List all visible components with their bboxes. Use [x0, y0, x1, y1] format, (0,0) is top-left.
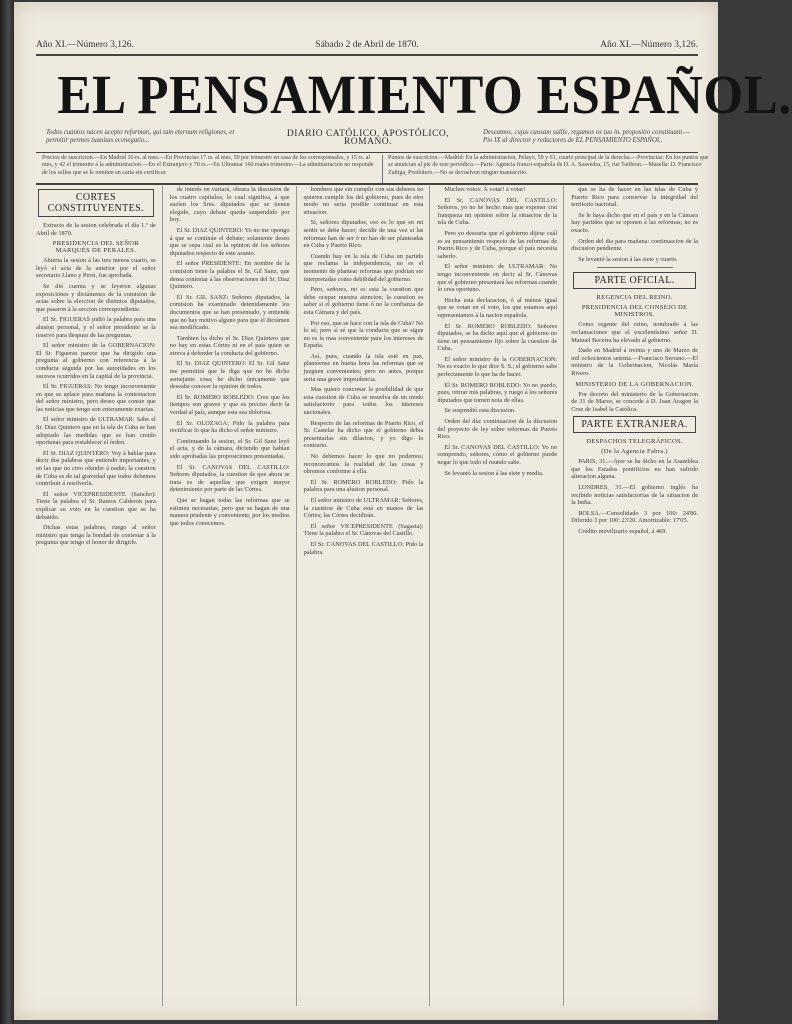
- paragraph: El Sr. ROMERO ROBLEDO: Pido la palabra para una alusion personal.: [303, 478, 424, 494]
- paragraph: El Sr. CANOVAS DEL CASTILLO: Pido la palabra.: [303, 540, 424, 556]
- book-binding: [0, 0, 14, 1024]
- issue-number-right: Año XI.—Número 3,126.: [600, 40, 698, 50]
- paragraph: Pero yo desearia que el gobierno dijese cuál es su pensamiento respecto de las reformas de Puerto Rico y de Cuba, porque el país necesita saberlo.: [437, 229, 558, 260]
- article-columns: [36, 186, 698, 1006]
- paragraph: El señor ministro de ULTRAMAR: Señores, la cuestion de Cuba está en manos de las Córtes; las Córtes decidirán.: [303, 496, 424, 520]
- subscription-prices: Precios de suscricion.—En Madrid 10 rs. al mes.—En Provincias 17 rs. al mes, 50 por trimestre en casa de los corresponsales, y 15 rs. al mes, y 42 el trimestre á la administracion.—En el Extranjero y 70 rs.—En Ultramar 160 reales trimestre.—La administracion no responde de los sellos que se le remiten en carta sin certificar.: [42, 155, 374, 176]
- paragraph: Extracto de la sesion celebrada el día 1.º de Abril de 1870.: [36, 222, 156, 237]
- paragraph: Tambien ha dicho el Sr. Diaz Quintero que no hay en estas Córtes ni en el país quien se atreva á defender la conducta del gobierno.: [169, 334, 290, 357]
- subscription-divider: [382, 155, 383, 183]
- paragraph: Orden del dia: continuacion de la discusion del proyecto de ley sobre reformas de Puerto Rico.: [437, 418, 558, 441]
- paragraph: El señor PRESIDENTE: En nombre de la comision tiene la palabra el Sr. Gil Sanz, que desea contestar á las observaciones del Sr. Diaz Quintero.: [169, 260, 290, 291]
- paragraph: Orden del dia para mañana: continuacion de la discusion pendiente.: [571, 237, 698, 253]
- paragraph: El señor ministro de la GOBERNACION: El Sr. Figueras parece que ha dirigido una pregunta al gobierno con referencia á la conducta seguida por las autoridades en los sucesos ocurridos en la capital de la provincia.: [36, 342, 156, 380]
- paragraph: El Sr. CANOVAS DEL CASTILLO: Yo no comprendo, señores, cómo el gobierno puede negar lo que todo el mundo sabe.: [437, 443, 558, 466]
- paragraph: Crédito movilizario español, á 469.: [578, 528, 668, 536]
- paragraph: LONDRES, 31.—El gobierno inglés ha recibido noticias satisfactorias de la situacion de la India.: [571, 484, 698, 507]
- newspaper-page: [14, 2, 792, 1020]
- column-2: [170, 186, 297, 1006]
- paragraph: Que se hagan todas las reformas que se estimen necesarias, pero que se hagan de una manera prudente y conveniente, por los medios que todos conocemos.: [169, 496, 290, 527]
- dateline: [36, 40, 698, 50]
- paragraph: BOLSA.—Consolidado 3 por 100: 24'80. Diferido 3 por 100: 23'20. Amortizable: 17'05.: [571, 509, 698, 525]
- telegraph-heading: DESPACHOS TELEGRÁFICOS.: [586, 438, 683, 446]
- column-1: [36, 186, 163, 1006]
- paragraph: Dado en Madrid á treinta y uno de Marzo de mil ochocientos setenta.—Francisco Serrano.—El ministro de la Gobernacion, Nicolás María Rivero.: [571, 347, 698, 377]
- paragraph: hombres que sin cumplir con sus deberes no quieren cumplir los del gobierno, pues de otro modo no seria posible continuar en esta situacion.: [303, 186, 424, 216]
- columns-top-rule: [36, 183, 698, 185]
- agency-heading: (De la Agencia Fabra.): [601, 448, 668, 456]
- paragraph: El Sr. ROMERO ROBLEDO: Cree que los tiempos son graves y que es preciso decir la verdad al país, aunque esta sea dolorosa.: [169, 393, 290, 417]
- paragraph: Como regente del reino, nombrado á las reclamaciones que el excelentísimo señor D. Manuel Becerra ha elevado al gobierno.: [571, 321, 698, 344]
- paragraph: Mas quiero concretar la posibilidad de que esta cuestion de Cuba se resuelva de un modo satisfactorio para todos los intereses nacionales.: [303, 386, 424, 417]
- column-3: [304, 186, 431, 1006]
- separator: [597, 267, 673, 268]
- paragraph: Por eso, que se hace con la isla de Cuba? No lo sé; pero sí sé que la conducta que se sigue no es la mas conveniente para los intereses de España.: [303, 319, 424, 350]
- regency-heading: REGENCIA DEL REINO.: [596, 294, 673, 302]
- paragraph: El Sr. CANOVAS DEL CASTILLO: Señores diputados, la cuestion de que ahora se trata es de aquellas que exigen mayor detenimiento por parte de las Córtes.: [169, 463, 290, 494]
- masthead-title: EL PENSAMIENTO ESPAÑOL.: [57, 64, 792, 125]
- paragraph: El señor ministro de ULTRAMAR: Sabe el Sr. Diaz Quintero que en la isla de Cuba se han adoptado las medidas que se han creido oportunas para restablecer el órden.: [36, 416, 156, 447]
- subscription-block: [36, 155, 709, 185]
- paragraph: Abierta la sesion á las tres menos cuarto, se leyó el acta de la anterior por el señor secretario Llano y Persi, fue aprobada.: [36, 257, 156, 280]
- gobernacion-heading: MINISTERIO DE LA GOBERNACION.: [575, 380, 694, 388]
- newspaper-subtitle: DIARIO CATÓLICO, APOSTÓLICO, ROMANO.: [286, 129, 450, 148]
- paragraph: Se dió cuenta y se leyeron algunas exposiciones y dictámenes de la comision de actas sobre la eleccion de distintos diputados, que pasaron á la seccion correspondiente.: [36, 282, 156, 313]
- paragraph: El Sr. ROMERO ROBLEDO: Señores diputados, se ha dicho aquí que el gobierno no tiene un pensamiento fijo sobre la cuestion de Cuba.: [437, 322, 558, 353]
- paragraph: No debemos hacer lo que no podemos; reconozcamos la realidad de las cosas y obremos conforme á ella.: [303, 453, 424, 476]
- motto-left: Todos cuantos nacen acepto reforman, qui tam eternum religiones, et permitir permes tuanitas ecenegatio...: [46, 129, 235, 145]
- paragraph: Continuando la sesion, el Sr. Gil Sanz leyó el acta, y de la cámara, diciendo que habian sido aprobadas las proposiciones presentadas.: [169, 437, 290, 460]
- paragraph: Dichas estas palabras, ruego al señor ministro que tenga la bondad de contestar á la pregunta que tengo el honor de dirigirle.: [36, 524, 156, 547]
- paragraph: Respecto de las reformas de Puerto Rico, el Sr. Castelar ha dicho que el gobierno debia presentarlas sin dilacion, y yo digo lo contrario.: [303, 419, 424, 450]
- paragraph: Se levantó la sesion á las siete y cuarto.: [578, 255, 678, 263]
- presidency-council-heading: PRESIDENCIA DEL CONSEJO DE MINISTROS.: [581, 304, 688, 319]
- paragraph: Así, pues, cuando la isla esté en paz, plantéense en buena hora las reformas que se juzguen convenientes; pero no antes, porque seria una grave imprudencia.: [303, 352, 424, 383]
- paragraph: Se suspendió esta discusion.: [444, 407, 516, 415]
- paragraph: El señor ministro de ULTRAMAR: No tengo inconveniente en decir al Sr. Cánovas que el gobierno presentará las reformas cuando lo crea oportuno.: [437, 263, 558, 294]
- paragraph: El Sr. ROMERO ROBLEDO: Yo no puedo, pues, retirar mis palabras, y ruego á los señores diputados que tomen nota de ellas.: [437, 381, 558, 404]
- column-4: [437, 186, 564, 1006]
- paragraph: Se le haya dicho que en el país y en la Cámara hay partidos que se oponen á las reformas; no es exacto.: [571, 211, 698, 234]
- subscription-top-rule: [36, 152, 698, 153]
- issue-number-left: Año XI.—Número 3,126.: [36, 40, 134, 50]
- paragraph: El Sr. DIAZ QUINTERO: Voy á hablar para decir dos palabras que entiendo importantes, y en las que no creo ofender á nadie; la cuestion de Cuba es de tal gravedad que todos debemos contribuir á resolverla.: [36, 449, 156, 488]
- paragraph: Pero, señores, no es esta la cuestion que debe ocupar nuestra atencion; la cuestion es saber si el gobierno tiene ó no la confianza de esta Cámara y del país.: [303, 286, 424, 316]
- paragraph: Muchos votos: Á votar! á votar!: [444, 186, 526, 193]
- paragraph: Hecha esta declaracion, ó al ménos igual que se votan en el voto, los que estamos aquí representamos á la nacion española.: [437, 296, 558, 319]
- section-heading-parte-oficial: PARTE OFICIAL.: [573, 272, 696, 289]
- paragraph: El Sr. OLOZAGA: Pido la palabra para rectificar lo que ha dicho el señor ministro.: [169, 419, 290, 435]
- paragraph: Cuando hay en la isla de Cuba un partido que reclama la independencia, no es el momento de plantear reformas que podrian ser interpretadas como debilidad del gobierno.: [303, 252, 424, 283]
- paragraph: que se ha de hacer en las islas de Cuba y Puerto Rico para conservar la integridad del territorio nacional.: [571, 186, 698, 209]
- paragraph: de interés en variará, obrara la discusion de los cuatro capítulos; lo cual significa, á que suelen los Sres. diputados que se tienen elegido, cuyo debate queda suspendido por hoy.: [169, 186, 290, 224]
- paragraph: El Sr. DIAZ QUINTERO: El Sr. Gil Sanz me permitirá que le diga que no he dicho semejante cosa; he dicho únicamente que deseaba conocer la opinion de todos.: [169, 360, 290, 391]
- issue-date: Sábado 2 de Abril de 1870.: [315, 40, 419, 50]
- paragraph: El señor VICEPRESIDENTE (Sancho): Tiene la palabra el Sr. Ramos Calderon para explicar su voto en la cuestion que se ha debatido.: [36, 490, 156, 521]
- motto-right: Deseamos, cujus causam salile, regamos os tuo in. propositio constituant.—Pio IX al director y redactores de EL PENSAMIENTO ESPAÑOL.: [483, 129, 690, 145]
- paragraph: El Sr. FIGUERAS: No tengo inconveniente en que se aplace para mañana la contestacion del señor ministro, pero deseo que conste que las noticias que tengo son enteramente exactas.: [36, 383, 156, 413]
- presidency-heading: PRESIDENCIA DEL SEÑOR MARQUÉS DE PERALES.: [52, 240, 140, 255]
- section-heading-cortes: CORTES CONSTITUYENTES.: [38, 189, 154, 217]
- paragraph: El Sr. GIL SANZ: Señores diputados, la comision ha examinado detenidamente los documentos que se han presentado, y entiende que no hay motivo alguno para que el dictámen sea modificado.: [169, 293, 290, 332]
- column-5: [571, 186, 698, 1006]
- paragraph: El señor VICEPRESIDENTE (Sagasta): Tiene la palabra el Sr. Cánovas del Castillo.: [303, 522, 424, 538]
- subscription-points: Puntos de suscricion.—Madrid: En la administracion, Pelayo, 59 y 61, cuarto principal de la derecha.—Provincias: En los puntos que se anuncian al pie de este periódico.—Paris: Agencia franco-española de D. A. Saavedra, 15, rue Taitbout.—Masella: D. Francisco Zuñiga, Presbítero.—No se devuelven ningun manuscrito.: [388, 155, 709, 176]
- paragraph: PARIS, 31.—Ayer se ha dicho en la Asamblea que los Estados pontificios no han sufrido alteracion alguna.: [571, 458, 698, 481]
- paragraph: El Sr. FIGUERAS pidió la palabra para una alusion personal, y el señor presidente se la reservó para despues de las preguntas.: [36, 316, 156, 339]
- paragraph: Se levantó la sesion á las siete y media.: [444, 469, 544, 477]
- paragraph: El Sr. CANOVAS DEL CASTILLO: Señores, yo no he hecho mas que exponer con franqueza mi opinion sobre la situacion de la isla de Cuba.: [437, 196, 558, 227]
- top-rule: [36, 54, 698, 56]
- paragraph: Sí, señores diputados, eso es lo que en mi sentir se debe hacer; decidir de una vez si las reformas han de ser ó no han de ser planteadas en Cuba y Puerto Rico.: [303, 219, 424, 250]
- paragraph: Por decreto del ministerio de la Gobernacion de 31 de Marzo, se concede á D. Juan Aragon la Cruz de Isabel la Católica.: [571, 390, 698, 413]
- paragraph: El Sr. DIAZ QUINTERO: Yo no me opongo á que se continúe el debate; solamente deseo que se sepa cual es la opinion de los señores diputados respecto de este asunto.: [169, 226, 290, 257]
- section-heading-parte-extranjera: PARTE EXTRANJERA.: [573, 416, 696, 433]
- paragraph: El señor ministro de la GOBERNACION: No es exacto lo que dice S. S.; el gobierno sabe perfectamente lo que ha de hacer.: [437, 355, 558, 379]
